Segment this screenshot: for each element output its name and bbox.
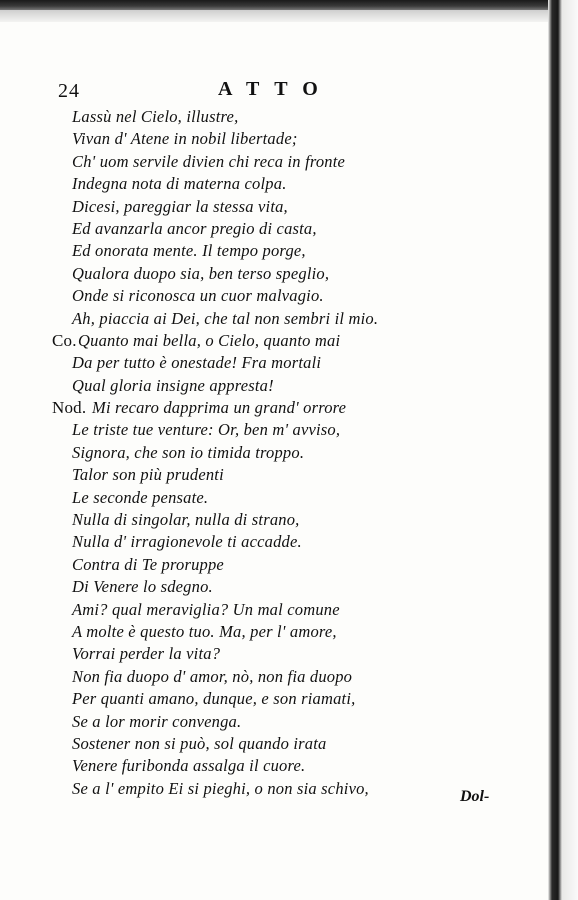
verse-line [52, 308, 502, 330]
verse-line-text: Da per tutto è onestade! Fra mortali [72, 353, 322, 373]
running-head-title: ATTO [218, 78, 333, 100]
verse-line-text: Non fia duopo d' amor, nò, non fia duopo [72, 666, 353, 686]
catchword: Dol- [460, 788, 490, 805]
verse-line-text: Vorrai perder la vita? [72, 644, 221, 664]
scan-edge-top [0, 0, 578, 10]
verse-line [52, 218, 502, 240]
verse-line [52, 240, 502, 262]
verse-line [52, 531, 502, 553]
verse-line [52, 173, 502, 195]
verse-line-text: Mi recaro dapprima un grand' orrore [92, 398, 347, 418]
verse-text [52, 106, 502, 800]
verse-line-text: Le seconde pensate. [72, 487, 209, 507]
verse-line [52, 352, 502, 374]
verse-line-text: Ed onorata mente. Il tempo porge, [72, 241, 306, 261]
verse-line-text: Di Venere lo sdegno. [72, 577, 213, 597]
verse-line-text: Ed avanzarla ancor pregio di casta, [72, 218, 317, 238]
verse-line-text: Per quanti amano, dunque, e son riamati, [72, 689, 356, 709]
verse-line [52, 599, 502, 621]
verse-line-text: Contra di Te proruppe [72, 554, 224, 574]
verse-line-text: Se a lor morir convenga. [72, 711, 242, 731]
verse-line-text: Quanto mai bella, o Cielo, quanto mai [78, 330, 341, 350]
verse-line [52, 666, 502, 688]
verse-line-text: Se a l' empito Ei si pieghi, o non sia schivo, [72, 778, 369, 798]
verse-line-text: A molte è questo tuo. Ma, per l' amore, [72, 621, 337, 641]
verse-line-text: Lassù nel Cielo, illustre, [72, 107, 239, 126]
verse-line-text: Signora, che son io timida troppo. [72, 442, 305, 462]
scan-edge-right [548, 0, 578, 900]
verse-line-text: Talor son più prudenti [72, 465, 224, 485]
verse-line-text: Nulla di singolar, nulla di strano, [72, 510, 300, 530]
verse-line [52, 375, 502, 397]
verse-line-text: Venere furibonda assalga il cuore. [72, 756, 306, 776]
verse-line-text: Qual gloria insigne appresta! [72, 375, 274, 395]
verse-line-text: Nulla d' irragionevole ti accadde. [72, 532, 302, 552]
verse-line-text: Vivan d' Atene in nobil libertade; [72, 129, 298, 149]
verse-line [52, 263, 502, 285]
scan-edge-shadow [0, 10, 578, 22]
verse-line [52, 106, 502, 128]
verse-line [52, 755, 502, 777]
verse-line [52, 397, 502, 419]
verse-line [52, 778, 502, 800]
verse-line [52, 621, 502, 643]
verse-line-text: Indegna nota di materna colpa. [72, 174, 287, 194]
verse-line [52, 128, 502, 150]
speaker-label: Nod. [52, 398, 87, 418]
verse-line [52, 688, 502, 710]
verse-line-text: Dicesi, pareggiar la stessa vita, [72, 196, 288, 216]
verse-line [52, 196, 502, 218]
verse-line [52, 419, 502, 441]
verse-line [52, 487, 502, 509]
verse-line-text: Ami? qual meraviglia? Un mal comune [72, 599, 340, 619]
verse-line-text: Ch' uom servile divien chi reca in fronte [72, 151, 346, 171]
verse-line-text: Ah, piaccia ai Dei, che tal non sembri il mio. [72, 308, 379, 328]
verse-line [52, 711, 502, 733]
verse-line [52, 285, 502, 307]
verse-line [52, 554, 502, 576]
verse-line [52, 733, 502, 755]
verse-line [52, 576, 502, 598]
verse-line [52, 442, 502, 464]
verse-line-text: Onde si riconosca un cuor malvagio. [72, 286, 324, 306]
verse-line [52, 509, 502, 531]
verse-line-text: Sostener non si può, sol quando irata [72, 733, 327, 753]
verse-line [52, 464, 502, 486]
verse-line [52, 151, 502, 173]
verse-line-text: Qualora duopo sia, ben terso speglio, [72, 263, 330, 283]
verse-line [52, 330, 502, 352]
verse-line-text: Le triste tue venture: Or, ben m' avviso, [72, 420, 341, 440]
speaker-label: Co. [52, 330, 77, 350]
verse-line [52, 643, 502, 665]
page-number: 24 [58, 80, 80, 102]
